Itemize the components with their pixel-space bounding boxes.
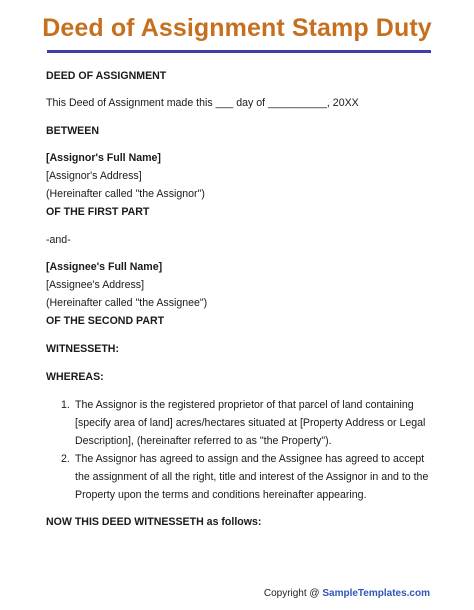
second-part-label: OF THE SECOND PART <box>46 315 165 327</box>
title-underline <box>47 50 431 53</box>
assignor-called: (Hereinafter called "the Assignor") <box>46 188 205 200</box>
now-this-deed-heading: NOW THIS DEED WITNESSETH as follows: <box>46 516 262 528</box>
assignee-address: [Assignee's Address] <box>46 279 145 291</box>
between-label: BETWEEN <box>46 125 99 137</box>
clause-text: The Assignor has agreed to assign and the Assignee has agreed to accept the assignment of all the right, title and interest of the Assignor in and to the Property upon the terms and conditions hereinafter appearing. <box>75 453 429 501</box>
document-title: Deed of Assignment Stamp Duty <box>42 14 432 42</box>
clause-number: 2. <box>61 453 70 465</box>
and-separator: -and- <box>46 234 71 246</box>
intro-line: This Deed of Assignment made this ___ day of __________, 20XX <box>46 97 359 109</box>
assignee-called: (Hereinafter called "the Assignee") <box>46 297 208 309</box>
first-part-label: OF THE FIRST PART <box>46 206 150 218</box>
clause-number: 1. <box>61 399 70 411</box>
footer-copyright <box>264 588 430 599</box>
assignor-name: [Assignor's Full Name] <box>46 152 161 164</box>
assignee-name: [Assignee's Full Name] <box>46 261 163 273</box>
deed-heading: DEED OF ASSIGNMENT <box>46 70 167 82</box>
clause-text: The Assignor is the registered proprietor of that parcel of land containing [specify area of land] acres/hectares situated at [Property Address or Legal Description], (hereinafter referred to as "the Property"). <box>75 399 426 447</box>
copyright-text: Copyright @ <box>263 588 320 599</box>
witnesseth-label: WITNESSETH: <box>46 343 119 355</box>
whereas-label: WHEREAS: <box>46 371 104 383</box>
sampletemplates-link[interactable]: SampleTemplates.com <box>322 588 430 599</box>
assignor-address: [Assignor's Address] <box>46 170 142 182</box>
